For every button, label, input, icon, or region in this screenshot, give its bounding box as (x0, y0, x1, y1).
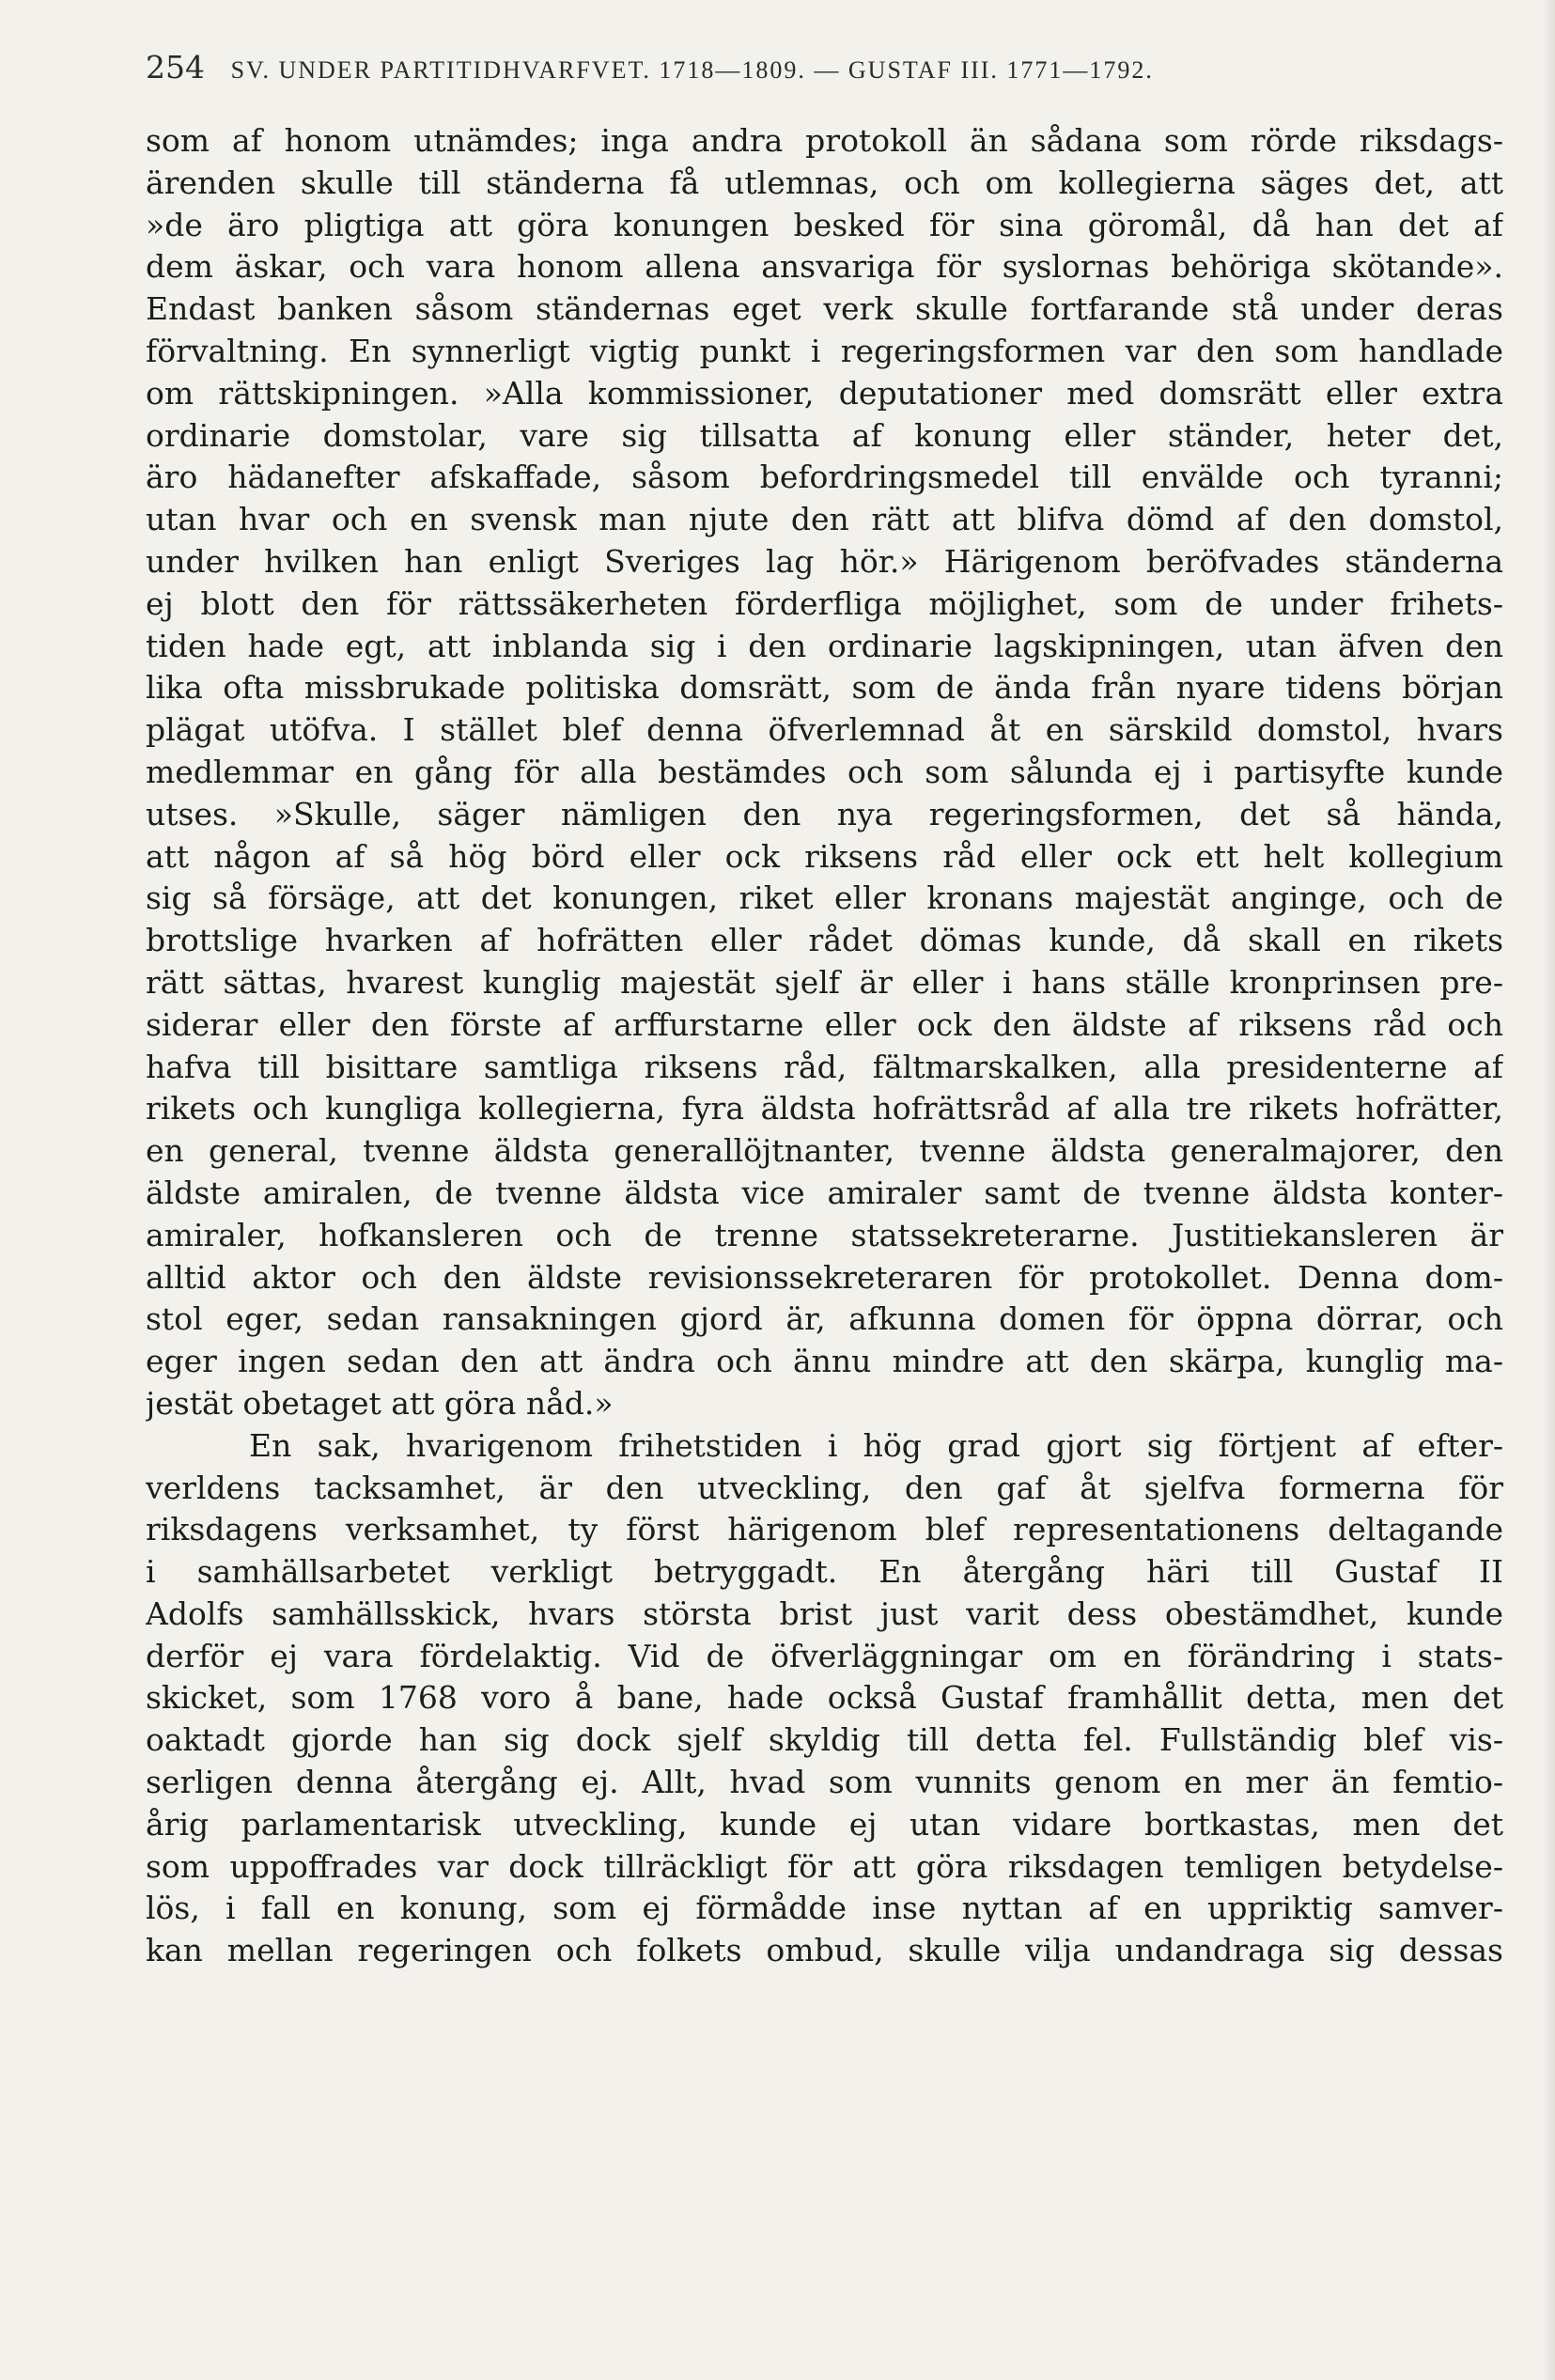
text-line: årig parlamentarisk utveckling, kunde ej utan vidare bortkastas, men det (146, 1805, 1503, 1843)
text-line: äldste amiralen, de tvenne äldsta vice amiraler samt de tvenne äldsta konter- (146, 1174, 1503, 1211)
text-line: tiden hade egt, att inblanda sig i den ordinarie lagskipningen, utan äfven den (146, 627, 1503, 664)
text-line: utses. »Skulle, säger nämligen den nya regeringsformen, det så hända, (146, 795, 1503, 832)
text-line: amiraler, hofkansleren och de trenne statssekreterarne. Justitiekansleren är (146, 1216, 1503, 1253)
text-line: ej blott den för rättssäkerheten förderfliga möjlighet, som de under frihets- (146, 584, 1503, 622)
text-line: riksdagens verksamhet, ty först härigenom blef representationens deltagande (146, 1511, 1503, 1548)
text-line: rikets och kungliga kollegierna, fyra äldsta hofrättsråd af alla tre rikets hofrätter, (146, 1090, 1503, 1128)
text-line: lös, i fall en konung, som ej förmådde inse nyttan af en uppriktig samver- (146, 1890, 1503, 1927)
paragraph-end-line: jestät obetaget att göra nåd.» (146, 1384, 614, 1422)
running-head-title: SV. UNDER PARTITIDHVARFVET. 1718—1809. — GUSTAF III. 1771—1792. (230, 56, 1154, 84)
text-line: »de äro pligtiga att göra konungen besked för sina göromål, då han det af (146, 206, 1503, 243)
body-text (146, 120, 1503, 1972)
text-line: äro hädanefter afskaffade, såsom befordringsmedel till envälde och tyranni; (146, 459, 1503, 496)
text-line: Adolfs samhällsskick, hvars största brist just varit dess obestämdhet, kunde (146, 1594, 1503, 1632)
text-line: som uppoffrades var dock tillräckligt för att göra riksdagen temligen betydelse- (146, 1847, 1503, 1885)
text-line: utan hvar och en svensk man njute den rätt att blifva dömd af den domstol, (146, 501, 1503, 538)
text-line: siderar eller den förste af arffurstarne eller ock den äldste af riksens råd och (146, 1005, 1503, 1043)
text-line: Endast banken såsom ständernas eget verk skulle fortfarande stå under deras (146, 290, 1503, 328)
text-line: eger ingen sedan den att ändra och ännu mindre att den skärpa, kunglig ma- (146, 1343, 1503, 1380)
text-line: ordinarie domstolar, vare sig tillsatta af konung eller ständer, heter det, (146, 416, 1503, 454)
text-line: verldens tacksamhet, är den utveckling, den gaf åt sjelfva formerna för (146, 1469, 1503, 1506)
text-line: plägat utöfva. I stället blef denna öfverlemnad åt en särskild domstol, hvars (146, 711, 1503, 749)
text-line: i samhällsarbetet verkligt betryggadt. En återgång häri till Gustaf II (146, 1553, 1503, 1591)
text-line: förvaltning. En synnerligt vigtig punkt i regeringsformen var den som handlade (146, 332, 1503, 369)
text-line: rätt sättas, hvarest kunglig majestät sjelf är eller i hans ställe kronprinsen pre- (146, 963, 1503, 1001)
text-line: medlemmar en gång för alla bestämdes och som sålunda ej i partisyfte kunde (146, 753, 1503, 790)
text-line: kan mellan regeringen och folkets ombud, skulle vilja undandraga sig dessas (146, 1932, 1503, 1969)
text-line: skicket, som 1768 voro å bane, hade också Gustaf framhållit detta, men det (146, 1679, 1503, 1717)
paragraph-start-line: En sak, hvarigenom frihetstiden i hög grad gjort sig förtjent af efter- (249, 1426, 1503, 1464)
text-line: oaktadt gjorde han sig dock sjelf skyldig till detta fel. Fullständig blef vis- (146, 1721, 1503, 1759)
text-line: under hvilken han enligt Sveriges lag hör.» Härigenom beröfvades ständerna (146, 542, 1503, 580)
text-line: om rättskipningen. »Alla kommissioner, deputationer med domsrätt eller extra (146, 374, 1503, 412)
text-line: lika ofta missbrukade politiska domsrätt, som de ända från nyare tidens början (146, 669, 1503, 707)
page-number: 254 (146, 49, 205, 86)
text-line: sig så försäge, att det konungen, riket eller kronans majestät anginge, och de (146, 879, 1503, 917)
text-line: dem äskar, och vara honom allena ansvariga för syslornas behöriga skötande». (146, 248, 1503, 286)
text-line: hafva till bisittare samtliga riksens råd, fältmarskalken, alla presidenterne af (146, 1048, 1503, 1085)
text-line: alltid aktor och den äldste revisionssekreteraren för protokollet. Denna dom- (146, 1258, 1503, 1296)
text-line: en general, tvenne äldsta generallöjtnanter, tvenne äldsta generalmajorer, den (146, 1132, 1503, 1170)
text-line: stol eger, sedan ransakningen gjord är, afkunna domen för öppna dörrar, och (146, 1300, 1503, 1338)
running-head (146, 49, 1499, 86)
text-line: serligen denna återgång ej. Allt, hvad som vunnits genom en mer än femtio- (146, 1764, 1503, 1801)
text-line: som af honom utnämdes; inga andra protokoll än sådana som rörde riksdags- (146, 122, 1503, 159)
text-line: brottslige hvarken af hofrätten eller rådet dömas kunde, då skall en rikets (146, 922, 1503, 959)
text-line: derför ej vara fördelaktig. Vid de öfverläggningar om en förändring i stats- (146, 1637, 1503, 1674)
page-edge-shadow (1542, 0, 1555, 2380)
text-line: ärenden skulle till ständerna få utlemnas, och om kollegierna säges det, att (146, 163, 1503, 201)
text-line: att någon af så hög börd eller ock riksens råd eller ock ett helt kollegium (146, 837, 1503, 875)
